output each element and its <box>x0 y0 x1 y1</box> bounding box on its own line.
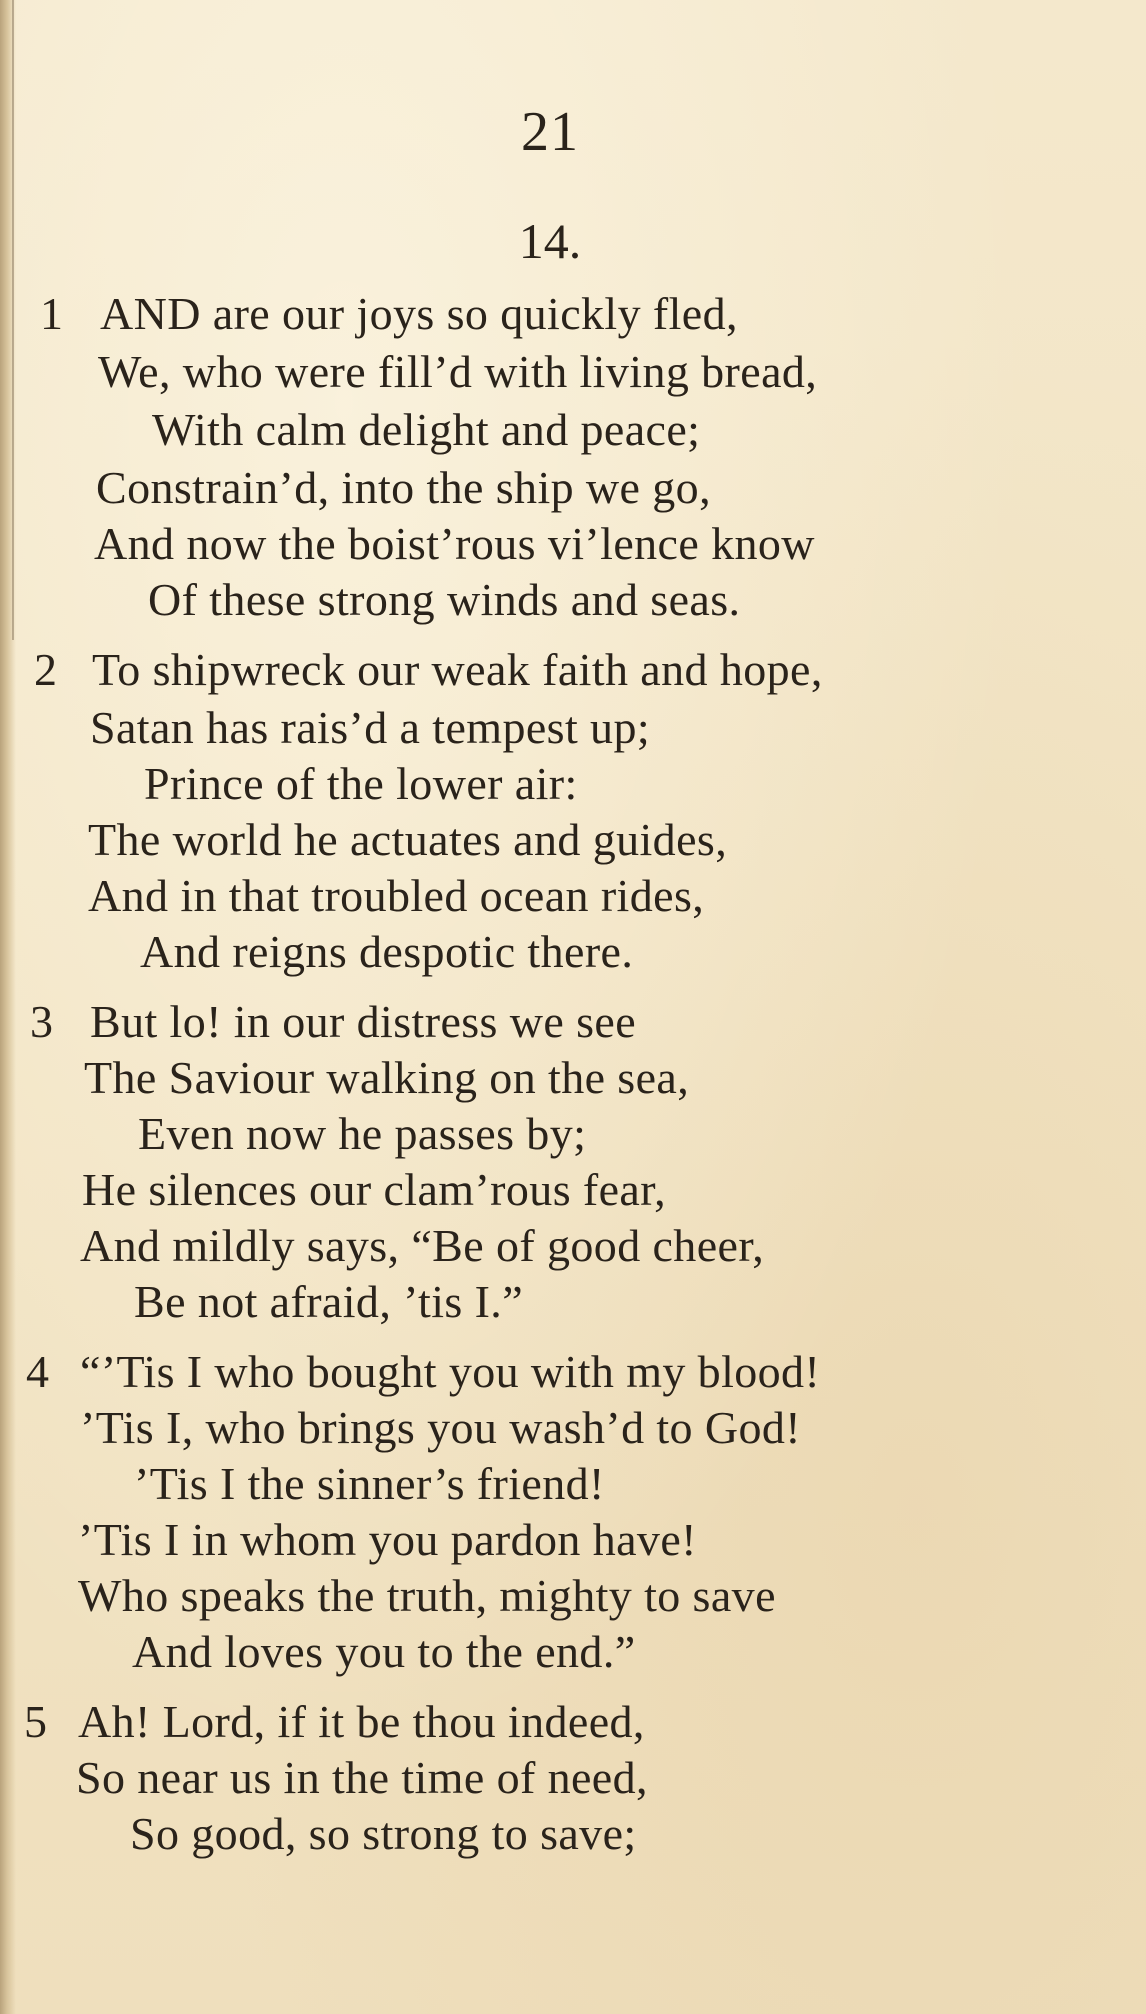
verse-line: He silences our clam’rous fear, <box>82 1164 667 1215</box>
verse-line: And now the boist’rous vi’lence know <box>94 518 815 569</box>
stanza-number: 2 <box>34 644 57 695</box>
verse-line: And loves you to the end.” <box>132 1626 636 1677</box>
verse-line: So good, so strong to save; <box>130 1808 637 1859</box>
verse-line: The world he actuates and guides, <box>88 814 728 865</box>
verse-line: We, who were fill’d with living bread, <box>98 346 818 397</box>
verse-line: And mildly says, “Be of good cheer, <box>80 1220 765 1271</box>
verse-line: AND are our joys so quickly fled, <box>100 288 738 339</box>
verse-line: The Saviour walking on the sea, <box>84 1052 690 1103</box>
verse-line: ’Tis I, who brings you wash’d to God! <box>80 1402 801 1453</box>
verse-line: Prince of the lower air: <box>144 758 578 809</box>
verse-line: To shipwreck our weak faith and hope, <box>92 644 823 695</box>
spine-line <box>12 0 14 640</box>
verse-line: Constrain’d, into the ship we go, <box>96 462 711 513</box>
hymn-number: 14. <box>518 213 582 269</box>
verse-line: So near us in the time of need, <box>76 1752 648 1803</box>
verse-line: Ah! Lord, if it be thou indeed, <box>78 1696 645 1747</box>
verse-line: Be not afraid, ’tis I.” <box>134 1276 524 1327</box>
verse-line: But lo! in our distress we see <box>90 996 637 1047</box>
verse-line: ’Tis I in whom you pardon have! <box>78 1514 697 1565</box>
stanza-number: 3 <box>30 996 53 1047</box>
stanza-number: 4 <box>26 1346 49 1397</box>
verse-line: Satan has rais’d a tempest up; <box>90 702 651 753</box>
stanza-number: 1 <box>40 288 63 339</box>
page-number: 21 <box>521 101 579 163</box>
verse-line: With calm delight and peace; <box>152 404 701 455</box>
verse-line: ’Tis I the sinner’s friend! <box>134 1458 605 1509</box>
verse-line: “’Tis I who bought you with my blood! <box>80 1346 821 1397</box>
verse-line: And in that troubled ocean rides, <box>88 870 705 921</box>
verse-line: Who speaks the truth, mighty to save <box>78 1570 776 1621</box>
verse-line: And reigns despotic there. <box>140 926 634 977</box>
verse-line: Even now he passes by; <box>138 1108 587 1159</box>
verse-line: Of these strong winds and seas. <box>148 574 741 625</box>
stanza-number: 5 <box>24 1696 47 1747</box>
